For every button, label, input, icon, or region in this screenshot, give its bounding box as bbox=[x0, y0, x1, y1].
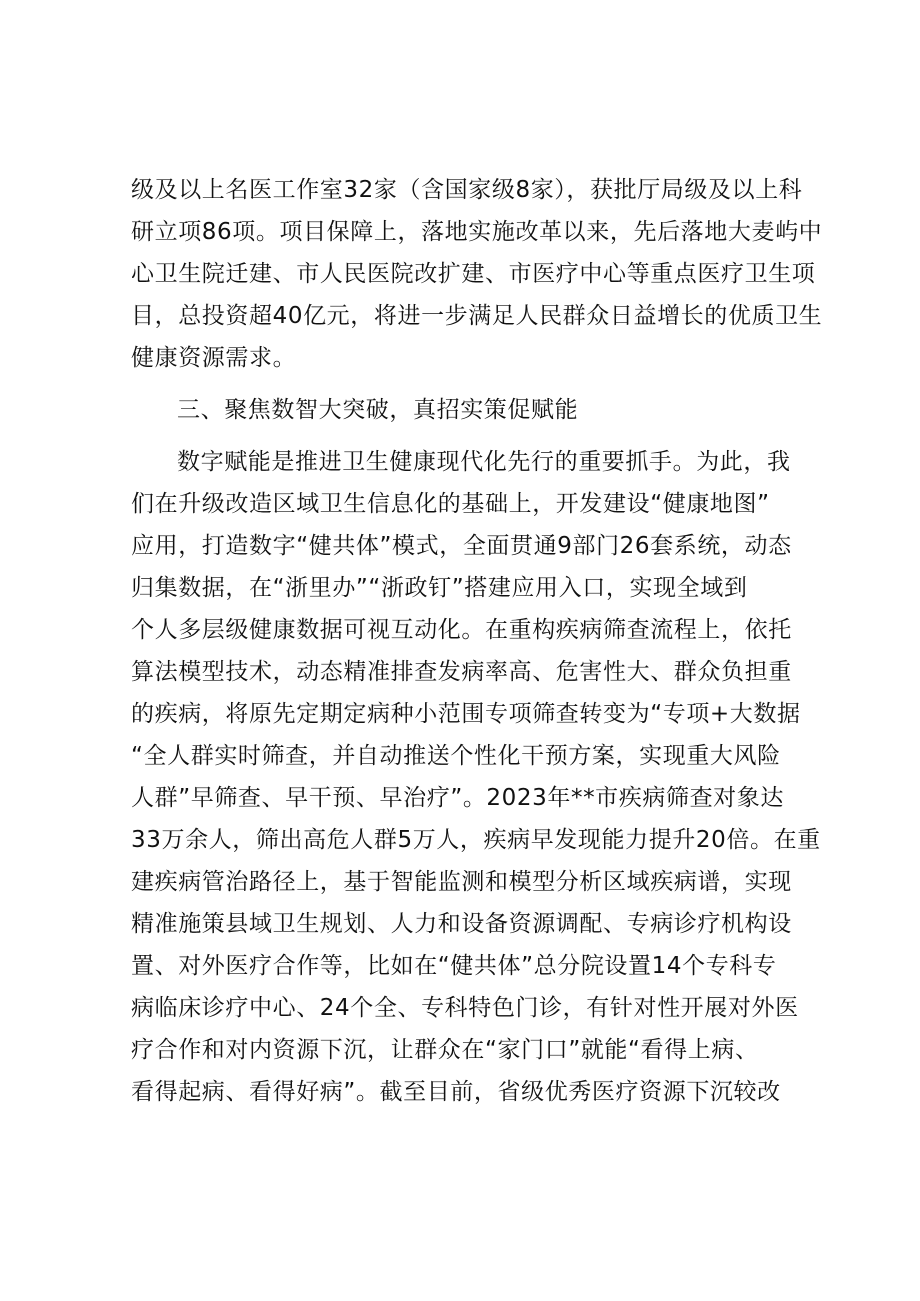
text-line: “全人群实时筛查，并自动推送个性化干预方案，实现重大风险 bbox=[131, 743, 781, 769]
text-line: 数字赋能是推进卫生健康现代化先行的重要抓手。为此，我 bbox=[177, 449, 791, 475]
text-line: 的疾病，将原先定期定病种小范围专项筛查转变为“专项+大数据 bbox=[131, 701, 801, 727]
text-line: 级及以上名医工作室32家（含国家级8家），获批厅局级及以上科 bbox=[131, 177, 803, 203]
text-line: 个人多层级健康数据可视互动化。在重构疾病筛查流程上，依托 bbox=[131, 617, 792, 643]
text-line: 应用，打造数字“健共体”模式，全面贯通9部门26套系统，动态 bbox=[131, 533, 792, 559]
text-line: 看得起病、看得好病”。截至目前，省级优秀医疗资源下沉较改 bbox=[131, 1079, 781, 1105]
text-line: 们在升级改造区域卫生信息化的基础上，开发建设“健康地图” bbox=[131, 491, 770, 517]
text-line: 疗合作和对内资源下沉，让群众在“家门口”就能“看得上病、 bbox=[131, 1037, 759, 1063]
text-line: 人群”早筛查、早干预、早治疗”。2023年**市疾病筛查对象达 bbox=[131, 785, 784, 811]
text-line: 归集数据，在“浙里办”“浙政钉”搭建应用入口，实现全域到 bbox=[131, 575, 748, 601]
text-line: 置、对外医疗合作等，比如在“健共体”总分院设置14个专科专 bbox=[131, 953, 777, 979]
text-line: 算法模型技术，动态精准排查发病率高、危害性大、群众负担重 bbox=[131, 659, 792, 685]
text-line: 目，总投资超40亿元，将进一步满足人民群众日益增长的优质卫生 bbox=[131, 303, 823, 329]
text-line: 精准施策县域卫生规划、人力和设备资源调配、专病诊疗机构设 bbox=[131, 911, 792, 937]
text-line: 33万余人，筛出高危人群5万人，疾病早发现能力提升20倍。在重 bbox=[131, 827, 821, 853]
text-line: 心卫生院迁建、市人民医院改扩建、市医疗中心等重点医疗卫生项 bbox=[131, 261, 816, 287]
section-heading: 三、聚焦数智大突破，真招实策促赋能 bbox=[177, 397, 579, 423]
text-line: 建疾病管治路径上，基于智能监测和模型分析区域疾病谱，实现 bbox=[131, 869, 792, 895]
text-line: 健康资源需求。 bbox=[131, 345, 297, 371]
text-line: 病临床诊疗中心、24个全、专科特色门诊，有针对性开展对外医 bbox=[131, 995, 799, 1021]
text-line: 研立项86项。项目保障上，落地实施改革以来，先后落地大麦屿中 bbox=[131, 219, 823, 245]
